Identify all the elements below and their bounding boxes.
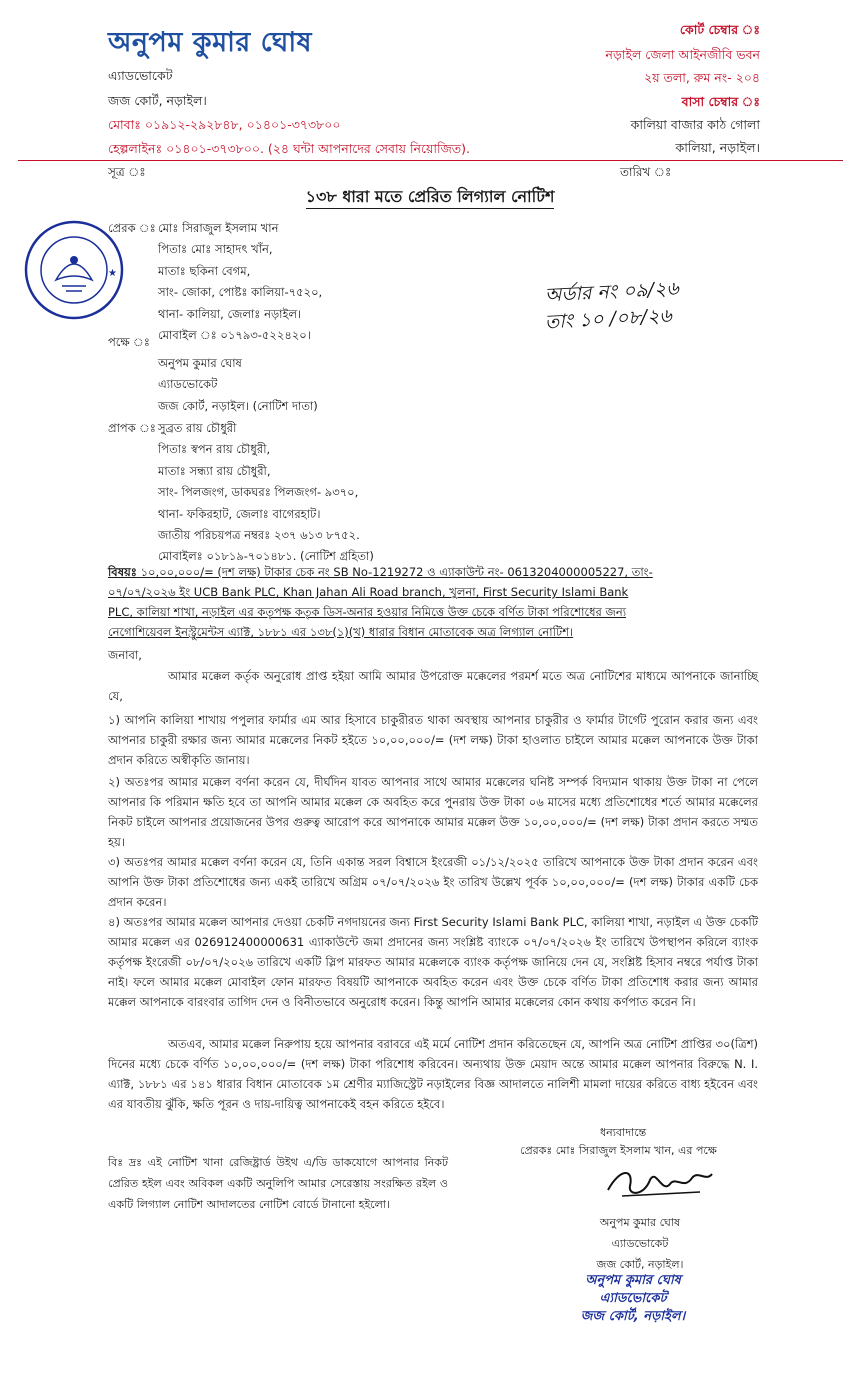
party-block	[158, 353, 318, 417]
point-3: ৩) অতঃপর আমার মক্কেল বর্ণনা করেন যে, তিনি একান্ত সরল বিশ্বাসে ইংরেজী ০১/১২/২০২৫ তারিখে আপনাকে উক্ত টাকা প্রদান করেন এবং আপনি উক্ত টাকা প্রতিশোধের জন্য একই তারিখে অগ্রিম ০৭/০৭/২০২৬ ইং তারিখ উল্লেখ পূর্বক ১০,০০,০০০/= (দশ লক্ষ) টাকার একটি চেক প্রদান করেন।	[108, 855, 758, 909]
recipient-block	[158, 418, 374, 568]
sender-line: মোঃ সিরাজুল ইসলাম খান	[158, 221, 279, 235]
subject-line-1: ১০,০০,০০০/= (দশ লক্ষ) টাকার চেক নং SB No-1219272 ও এ্যাকাউন্ট নং- 0613204000005227, তাং-	[140, 565, 653, 579]
letterhead-divider	[18, 160, 843, 161]
court-chamber-label: কোর্ট চেম্বার ঃ	[679, 22, 760, 37]
stamp-title: এ্যাডভোকেট	[599, 1291, 667, 1306]
advocate-court: জজ কোর্ট, নড়াইল।	[108, 93, 207, 108]
subject-line-2: ০৭/০৭/২০২৬ ইং UCB Bank PLC, Khan Jahan Ali Road branch, খুলনা, First Security Islami Bank	[108, 585, 629, 599]
sender-line: মাতাঃ ছকিনা বেগম,	[158, 263, 251, 278]
stamp-court: জজ কোর্ট, নড়াইল।	[580, 1309, 686, 1324]
recipient-line: সাং- পিলজংগ, ডাকঘরঃ পিলজংগ- ৯৩৭০,	[158, 485, 359, 500]
signature-block	[570, 1212, 710, 1275]
court-chamber-address-1: নড়াইল জেলা আইনজীবি ভবন	[605, 47, 760, 62]
mobile-numbers: মোবাঃ ০১৯১২-২৯২৮৪৮, ০১৪০১-৩৭৩৮০০	[108, 117, 341, 132]
notice-title: ১৩৮ ধারা মতে প্রেরিত লিগ্যাল নোটিশ	[0, 184, 860, 211]
home-chamber-address-1: কালিয়া বাজার কাঠ গোলা	[630, 117, 760, 132]
signature-title: এ্যাডভোকেট	[611, 1237, 669, 1250]
sender-label: প্রেরক ঃ	[108, 221, 156, 235]
reference-label: সূত্র ঃ	[108, 165, 146, 179]
recipient-label: প্রাপক ঃ	[108, 421, 156, 435]
sender-block	[158, 218, 322, 346]
thanks-text: ধন্যবাদান্তে	[600, 1126, 647, 1139]
home-chamber-label: বাসা চেম্বার ঃ	[681, 94, 760, 109]
signature-name: অনুপম কুমার ঘোষ	[599, 1216, 681, 1229]
svg-text:★: ★	[108, 268, 117, 279]
conclusion-paragraph: অতএব, আমার মক্কেল নিরুপায় হয়ে আপনার বরাবরে এই মর্মে নোটিশ প্রদান করিতেছেন যে, আপনি অত্র নোটিশ প্রাপ্তির ৩০(ত্রিশ) দিনের মধ্যে চেকে বর্ণিত ১০,০০,০০০/= (দশ লক্ষ) টাকা পরিশোধ করিবেন। অন্যথায় উক্ত মেয়াদ অন্তে আমার মক্কেল আপনার বিরুদ্ধে N. I. এ্যাক্ট, ১৮৮১ এর ১৪১ ধারার বিধান মোতাবেক ১ম শ্রেণীর ম্যাজিস্ট্রেট নড়াইলের বিজ্ঞ আদালতে নালিশী মামলা দায়ের করিতে বাধ্য হইবেন এবং এর যাবতীয় ঝুঁকি, ক্ষতি পূরন ও দায়-দায়িত্ব আপনাকেই বহন করিতে হইবে।	[108, 1037, 758, 1111]
recipient-line: জাতীয় পরিচয়পত্র নম্বরঃ ২৩৭ ৬১৩ ৮৭৫২.	[158, 528, 360, 543]
party-line: অনুপম কুমার ঘোষ	[158, 356, 242, 370]
date-label: তারিখ ঃ	[620, 165, 672, 179]
recipient-line: মাতাঃ সন্ধ্যা রায় চৌধুরী,	[158, 463, 271, 478]
subject-label: বিষয়ঃ	[108, 565, 137, 579]
handwritten-order-number: অর্ডার নং ০৯/২৬	[544, 277, 680, 307]
handwritten-signature	[600, 1160, 720, 1210]
sender-line: থানা- কালিয়া, জেলাঃ নড়াইল।	[158, 306, 302, 321]
stamp-name: অনুপম কুমার ঘোষ	[585, 1273, 681, 1288]
handwritten-order-date: তাং ১০ /০৮/২৬	[544, 304, 673, 334]
party-line: জজ কোর্ট, নড়াইল। (নোটিশ দাতা)	[158, 398, 318, 413]
subject-line-4: নেগোশিয়েবল ইনস্ট্রুমেন্টস এ্যাক্ট, ১৮৮১ এর ১৩৮(১)(খ) ধারার বিধান মোতাবেক অত্র লিগ্যাল নোটিশ।	[108, 625, 574, 639]
intro-paragraph: আমার মক্কেল কর্তৃক অনুরোধ প্রাপ্ত হইয়া আমি আমার উপরোক্ত মক্কেলের পরমর্শ মতে অত্র নোটিশের মাধ্যমে আপনাকে জানাচ্ছি যে,	[108, 669, 758, 703]
footnote: বিঃ দ্রঃ এই নোটিশ খানা রেজিষ্ট্রার্ড উইথ এ/ডি ডাকযোগে আপনার নিকট প্রেরিত হইল এবং অবিকল একটি অনুলিপি আমার সেরেস্তায় সংরক্ষিত রইল ও একটি লিগ্যাল নোটিশ আদালতের নোটিশ বোর্ডে টানানো হইলো।	[108, 1156, 448, 1211]
advocate-name: অনুপম কুমার ঘোষ	[108, 27, 313, 58]
point-2: ২) অতঃপর আমার মক্কেল বর্ণনা করেন যে, দীর্ঘদিন যাবত আপনার সাথে আমার মক্কেলের ঘনিষ্ট সম্পর্ক বিদ্যমান থাকায় উক্ত টাকা না পেলে আপনার কি পরিমান ক্ষতি হবে তা আপনি আমার মক্কেল কে অবহিত করে পুনরায় উক্ত টাকা ০৬ মাসের মধ্যে প্রতিশোধের শর্তে আমার মক্কেলের নিকট চাইলে আপনার প্রয়োজনের উপর গুরুত্ব আরোপ করে আপনাকে আমার মক্কেল উক্ত ১০,০০,০০০/= (দশ লক্ষ) টাকা প্রদান করতে সম্মত হয়।	[108, 775, 758, 849]
home-chamber-address-2: কালিয়া, নড়াইল।	[675, 140, 760, 155]
recipient-line: পিতাঃ স্বপন রায় চৌধুরী,	[158, 442, 271, 457]
signature-court: জজ কোর্ট, নড়াইল।	[596, 1258, 684, 1271]
point-1: ১) আপনি কালিয়া শাখায় পপুলার ফার্মার এম আর হিসাবে চাকুরীরত থাকা অবস্থায় আপনার চাকুরীর ও ফার্মার টার্গেট পুরোন করার জন্য এবং আপনার চাকুরী রক্ষার জন্য আমার মক্কেলের নিকট হইতে ১০,০০,০০০/= (দশ লক্ষ) টাকা হাওলাত চাইলে আমার মক্কেল আপনাকে উক্ত টাকা প্রদান করিতে অস্বীকৃতি জানায়।	[108, 713, 758, 767]
sender-line: সাং- জোকা, পোষ্টঃ কালিয়া-৭৫২০,	[158, 285, 323, 300]
helpline: হেল্পলাইনঃ ০১৪০১-৩৭৩৮০০. (২৪ ঘন্টা আপনাদের সেবায় নিয়োজিত).	[108, 141, 471, 156]
advocate-stamp	[548, 1272, 718, 1326]
subject-line-3: PLC, কালিয়া শাখা, নড়াইল এর কতৃপক্ষ কতৃক ডিস-অনার হওয়ার নিমিত্তে উক্ত চেকে বর্ণিত টাকা পরিশোধের জন্য	[108, 605, 627, 619]
point-4: ৪) অতঃপর আমার মক্কেল আপনার দেওয়া চেকটি নগদায়নের জন্য First Security Islami Bank PLC, কালিয়া শাখা, নড়াইল এ উক্ত চেকটি আমার মক্কেল এর 026912400000631 এ্যাকাউন্টে জমা প্রদানের জন্য সংশ্লিষ্ট ব্যাংকে ০৭/০৭/২০২৬ ইং তারিখে উপস্থাপন করিলে ব্যাংক কর্তৃপক্ষ ইংরেজী ০৮/০৭/২০২৬ তারিখে একটি স্লিপ মারফত আমার মক্কেলকে ব্যাংক কর্তৃপক্ষ জানিয়ে দেন যে, সংশ্লিষ্ট হিসাব নম্বরে পর্যাপ্ত টাকা নাই। ফলে আমার মক্কেল মোবাইল ফোন মারফত বিষয়টি আপনাকে অবহিত করেন এবং উক্ত চেকে বর্ণিত টাকা প্রতিশোধ করার জন্য আমার মক্কেল আপনাকে বারংবার তাগিদ দেন ও বিনীতভাবে অনুরোধ করেন। কিন্তু আপনি আমার মক্কেলের কোন কথায় কর্ণপাত করেন নি।	[108, 915, 758, 1009]
court-chamber-address-2: ২য় তলা, রুম নং- ২০৪	[644, 70, 760, 85]
salutation: জনাবা,	[108, 648, 142, 662]
recipient-line: মোবাইলঃ ০১৮১৯-৭০১৪৮১. (নোটিশ গ্রহিতা)	[158, 549, 374, 564]
on-behalf-text: প্রেরকঃ মোঃ সিরাজুল ইসলাম খান, এর পক্ষে	[520, 1144, 717, 1157]
sender-line: পিতাঃ মোঃ সাহাদৎ খাঁন,	[158, 242, 273, 257]
subject-block	[108, 562, 653, 642]
recipient-line: সুব্রত রায় চৌধুরী	[158, 421, 237, 435]
party-label: পক্ষে ঃ	[108, 335, 150, 349]
sender-line: মোবাইল ঃ ০১৭৯৩-৫২২৪২০।	[158, 328, 311, 343]
party-line: এ্যাডভোকেট	[158, 377, 218, 392]
recipient-line: থানা- ফকিরহাট, জেলাঃ বাগেরহাট।	[158, 506, 321, 521]
advocate-title: এ্যাডভোকেট	[108, 68, 173, 83]
